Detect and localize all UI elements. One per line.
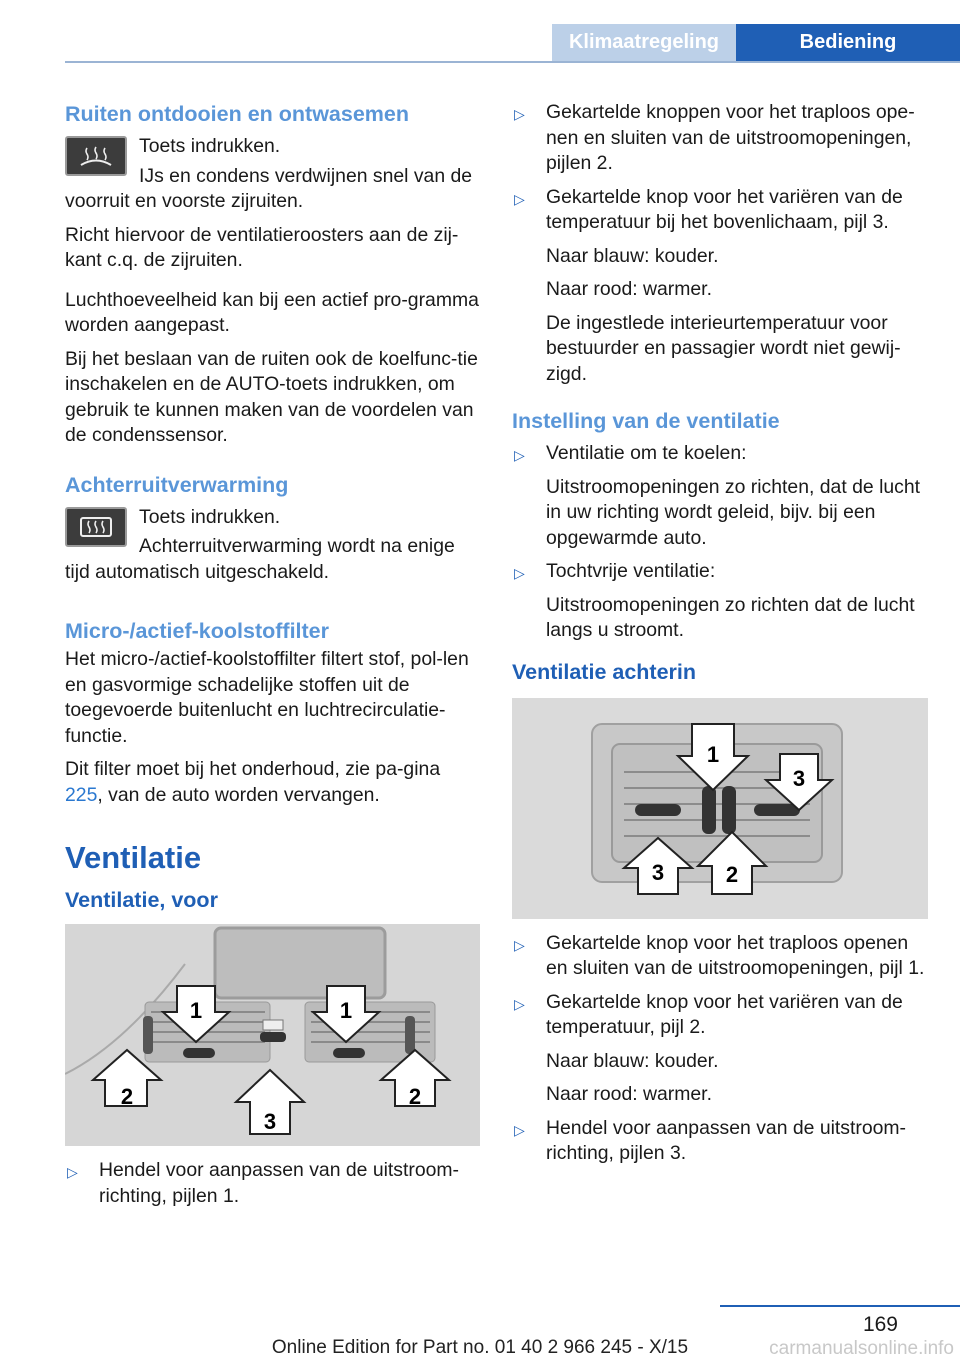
page-link[interactable]: 225: [65, 783, 98, 806]
list-item: ▷ Hendel voor aanpassen van de uitstroom‐richting, pijlen 3.: [514, 1116, 907, 1164]
rear-heating-heading: Achterruitverwarming: [65, 472, 289, 497]
rear-list: [512, 931, 928, 1167]
front-label-1a: 1: [189, 998, 203, 1023]
list-item: ▷ Gekartelde knop voor het variëren van de temperatuur, pijl 2. Naar blauw: kouder. Naar rood: warmer.: [512, 990, 928, 1108]
rear-heating-p2: Achterruitverwarming wordt na enige tijd automatisch uitgeschakeld.: [65, 535, 455, 583]
defrost-p2: IJs en condens verdwijnen snel van de voorruit en voorste zijruiten.: [65, 164, 473, 212]
filter-p1: Het micro-/actief-koolstoffilter filtert stof, pol‐len en gasvormige schadelijke stoffen uit de toegevoerde buitenlucht en luchtrecirculatie‐functie.: [65, 648, 469, 747]
defrost-p5: Bij het beslaan van de ruiten ook de koelfunc‐tie inschakelen en de AUTO-toets indrukken, om gebruik te kunnen maken van de voordelen van de condenssensor.: [65, 347, 478, 446]
triangle-right-icon: ▷: [514, 190, 525, 207]
defrost-p1: Toets indrukken.: [139, 135, 281, 157]
front-sub-3: De ingestlede interieurtemperatuur voor bestuurder en passagier wordt niet gewij‐zigd.: [546, 311, 901, 385]
defrost-heading: Ruiten ontdooien en ontwasemen: [65, 102, 410, 126]
rear-label-2: 2: [725, 861, 739, 887]
footer-rule: [720, 1305, 960, 1307]
rear-heating-block: [65, 505, 480, 594]
triangle-right-icon: ▷: [67, 1164, 78, 1180]
front-list-left: [65, 1158, 480, 1209]
rear-label-1: 1: [706, 741, 720, 767]
filter-p2-text: Dit filter moet bij het onderhoud, zie pa‐gina: [65, 758, 441, 780]
filter-p2-tail: , van de auto worden vervangen.: [97, 783, 380, 806]
front-ventilation-heading: Ventilatie, voor: [65, 888, 218, 912]
page-number: 169: [862, 1313, 898, 1336]
front-vent-figure: [65, 924, 480, 1146]
triangle-right-icon: ▷: [514, 106, 525, 122]
rear-window-heating-icon: [65, 507, 127, 547]
front-label-2b: 2: [408, 1084, 422, 1109]
front-label-1b: 1: [339, 998, 353, 1023]
list-item: ▷ Gekartelde knop voor het traploos openen en sluiten van de uitstroomopeningen, pijl 1.: [514, 931, 925, 979]
filter-heading: Micro-/actief-koolstoffilter: [65, 619, 329, 643]
defrost-p4: Luchthoeveelheid kan bij een actief pro‐gramma worden aangepast.: [65, 288, 479, 336]
header-section-tab[interactable]: Klimaatregeling: [552, 24, 736, 61]
triangle-right-icon: ▷: [514, 936, 525, 953]
triangle-right-icon: ▷: [514, 995, 525, 1012]
triangle-right-icon: ▷: [514, 1121, 525, 1138]
rear-label-3a: 3: [792, 765, 806, 791]
rear-heating-p1: Toets indrukken.: [139, 505, 281, 528]
list-item: ▷ Gekartelde knoppen voor het traploos ope‐nen en sluiten van de uitstroomopeningen, pijlen 2.: [514, 101, 915, 174]
rear-vent-figure: [512, 698, 928, 919]
header-chapter-tab[interactable]: Bediening: [736, 24, 960, 61]
rear-sub-2: Naar rood: warmer.: [546, 1083, 712, 1105]
list-item: ▷ Gekartelde knop voor het variëren van de temperatuur bij het bovenlichaam, pijl 3. Naar blauw: kouder. Naar rood: warmer. De ingestlede interieurtemperatuur voor bestuurder en passagier wordt niet gewij‐zigd.: [512, 185, 928, 388]
setting-list: [512, 441, 928, 644]
filter-p2: [65, 757, 480, 808]
rear-label-3b: 3: [651, 859, 665, 885]
windshield-defrost-icon: [65, 136, 127, 176]
list-item: ▷ Tochtvrije ventilatie: Uitstroomopeningen zo richten dat de lucht langs u stroomt.: [512, 559, 928, 644]
list-item: ▷ Hendel voor aanpassen van de uitstroom‐richting, pijlen 1.: [67, 1159, 460, 1207]
rear-sub-1: Naar blauw: kouder.: [546, 1049, 719, 1072]
list-item: ▷ Ventilatie om te koelen: Uitstroomopeningen zo richten, dat de lucht in uw richting wordt geleid, bijv. bij een opgewarmde auto.: [512, 441, 928, 551]
left-column: [65, 100, 480, 1217]
defrost-p3: Richt hiervoor de ventilatieroosters aan de zij‐kant c.q. de zijruiten.: [65, 223, 459, 271]
front-label-2a: 2: [120, 1084, 134, 1109]
header-rule: [65, 61, 960, 63]
front-list-right: [512, 100, 928, 387]
front-label-3: 3: [263, 1109, 277, 1134]
ventilation-heading: Ventilatie: [65, 840, 202, 875]
defrost-block: [65, 134, 480, 223]
triangle-right-icon: ▷: [514, 565, 525, 581]
rear-ventilation-heading: Ventilatie achterin: [512, 659, 697, 684]
setting-heading: Instelling van de ventilatie: [512, 409, 780, 433]
edition-footer: Online Edition for Part no. 01 40 2 966 245 - X/15: [271, 1337, 689, 1358]
setting-sub-1: Uitstroomopeningen zo richten, dat de lucht in uw richting wordt geleid, bijv. bij een opgewarmde auto.: [546, 475, 921, 549]
front-sub-2: Naar rood: warmer.: [546, 278, 712, 300]
setting-sub-2: Uitstroomopeningen zo richten dat de lucht langs u stroomt.: [546, 593, 915, 641]
front-sub-1: Naar blauw: kouder.: [546, 244, 719, 267]
triangle-right-icon: ▷: [514, 447, 525, 463]
right-column: [512, 100, 928, 1175]
watermark: carmanualsonline.info: [769, 1338, 954, 1359]
